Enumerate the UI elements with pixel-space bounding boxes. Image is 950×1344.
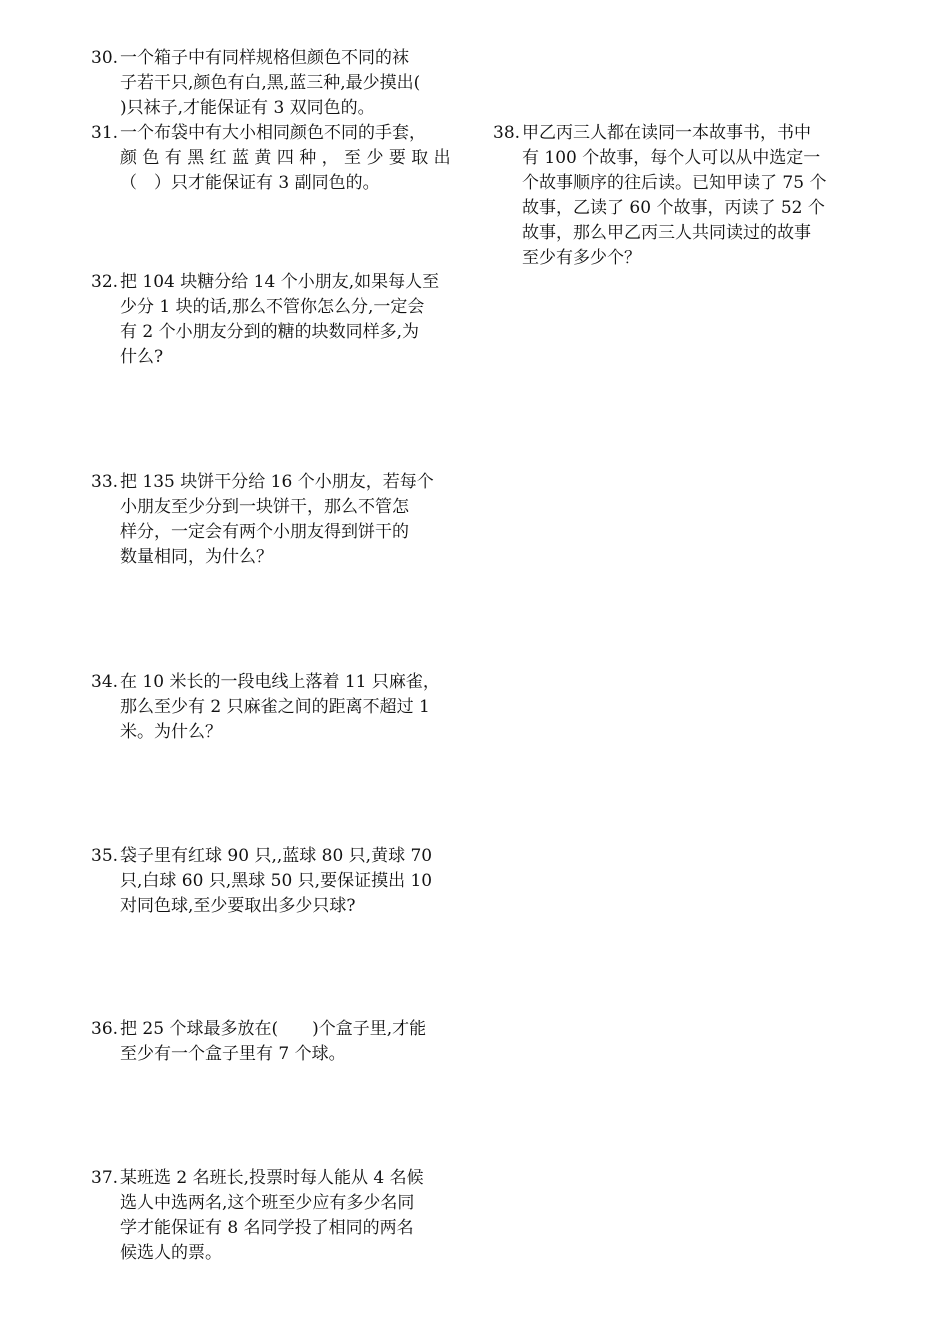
- question-33: [91, 470, 471, 570]
- question-text-line: 小朋友至少分到一块饼干，那么不管怎: [120, 497, 409, 517]
- question-text-line: 候选人的票。: [120, 1243, 222, 1263]
- question-text-line: 把 135 块饼干分给 16 个小朋友，若每个: [120, 472, 434, 492]
- question-text-line: 把 104 块糖分给 14 个小朋友,如果每人至: [120, 272, 440, 292]
- question-text-line: 那么至少有 2 只麻雀之间的距离不超过 1: [120, 697, 430, 717]
- question-text-line: 某班选 2 名班长,投票时每人能从 4 名候: [120, 1168, 424, 1188]
- question-number: 30.: [91, 48, 119, 68]
- question-30: [91, 46, 471, 121]
- question-text-line: 米。为什么？: [120, 722, 222, 742]
- question-number: 35.: [91, 846, 119, 866]
- question-number: 37.: [91, 1168, 119, 1188]
- question-text-line: 数量相同，为什么？: [120, 547, 273, 567]
- question-text-line: 子若干只,颜色有白,黑,蓝三种,最少摸出(: [120, 73, 421, 93]
- question-38: [493, 121, 873, 271]
- question-text-line: 在 10 米长的一段电线上落着 11 只麻雀，: [120, 672, 440, 692]
- question-number: 32.: [91, 272, 119, 292]
- question-32: [91, 270, 471, 370]
- question-text-line: 有 2 个小朋友分到的糖的块数同样多,为: [120, 322, 420, 342]
- question-text-line: 一个布袋中有大小相同颜色不同的手套，: [120, 123, 426, 143]
- question-text-line: 至少有一个盒子里有 7 个球。: [120, 1044, 346, 1064]
- question-text-line: 甲乙丙三人都在读同一本故事书，书中: [522, 123, 811, 143]
- question-text-line: （ ）只才能保证有 3 副同色的。: [120, 173, 380, 193]
- question-31: [91, 121, 471, 196]
- question-text-line: 对同色球,至少要取出多少只球?: [120, 896, 356, 916]
- question-text-line: 颜 色 有 黑 红 蓝 黄 四 种 ， 至 少 要 取 出: [120, 148, 451, 168]
- question-text-line: 选人中选两名,这个班至少应有多少名同: [120, 1193, 415, 1213]
- question-text-line: 什么?: [120, 347, 164, 367]
- question-text-line: 少分 1 块的话,那么不管你怎么分,一定会: [120, 297, 425, 317]
- question-36: [91, 1017, 471, 1067]
- question-text-line: 把 25 个球最多放在( )个盒子里,才能: [120, 1019, 427, 1039]
- question-text-line: 故事，乙读了 60 个故事，丙读了 52 个: [522, 198, 825, 218]
- question-35: [91, 844, 471, 919]
- question-text-line: 袋子里有红球 90 只,,蓝球 80 只,黄球 70: [120, 846, 433, 866]
- question-number: 31.: [91, 123, 119, 143]
- question-number: 33.: [91, 472, 119, 492]
- question-number: 38.: [493, 123, 521, 143]
- question-number: 36.: [91, 1019, 119, 1039]
- question-text-line: 只,白球 60 只,黑球 50 只,要保证摸出 10: [120, 871, 433, 891]
- question-37: [91, 1166, 471, 1266]
- question-text-line: 至少有多少个？: [522, 248, 641, 268]
- question-text-line: 一个箱子中有同样规格但颜色不同的袜: [120, 48, 409, 68]
- question-number: 34.: [91, 672, 119, 692]
- question-text-line: )只袜子,才能保证有 3 双同色的。: [120, 98, 375, 118]
- question-text-line: 有 100 个故事，每个人可以从中选定一: [522, 148, 821, 168]
- question-text-line: 学才能保证有 8 名同学投了相同的两名: [120, 1218, 414, 1238]
- question-text-line: 故事，那么甲乙丙三人共同读过的故事: [522, 223, 811, 243]
- question-text-line: 样分，一定会有两个小朋友得到饼干的: [120, 522, 409, 542]
- question-text-line: 个故事顺序的往后读。已知甲读了 75 个: [522, 173, 827, 193]
- question-34: [91, 670, 471, 745]
